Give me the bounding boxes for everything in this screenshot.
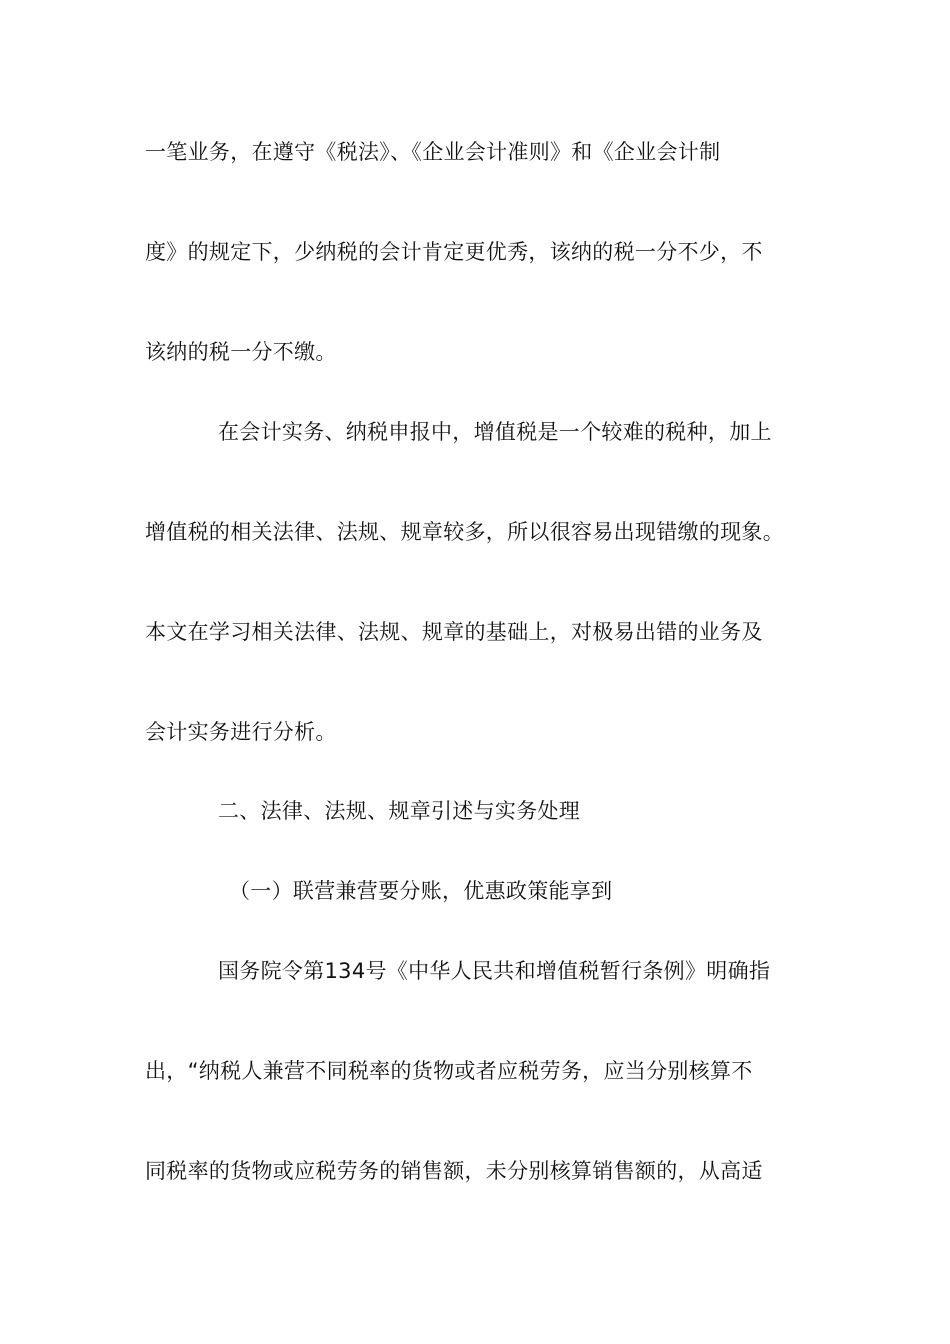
text-line-7: 会计实务进行分析。 [145,720,337,744]
subsection-heading: （一）联营兼营要分账，优惠政策能享到 [229,879,613,903]
paragraph-start-line-2: 国务院令第134号《中华人民共和增值税暂行条例》明确指 [218,959,771,983]
section-heading: 二、法律、法规、规章引述与实务处理 [218,799,581,823]
text-line-12: 同税率的货物或应税劳务的销售额，未分别核算销售额的，从高适 [145,1159,763,1183]
text-line-5: 增值税的相关法律、法规、规章较多，所以很容易出现错缴的现象。 [145,520,784,544]
text-line-3: 该纳的税一分不缴。 [145,340,337,364]
text-line-11: 出，“纳税人兼营不同税率的货物或者应税劳务，应当分别核算不 [145,1059,753,1083]
text-line-1: 一笔业务，在遵守《税法》、《企业会计准则》和《企业会计制 [145,140,721,164]
text-line-6: 本文在学习相关法律、法规、规章的基础上，对极易出错的业务及 [145,620,763,644]
paragraph-start-line: 在会计实务、纳税申报中，增值税是一个较难的税种，加上 [218,420,772,444]
text-line-2: 度》的规定下，少纳税的会计肯定更优秀，该纳的税一分不少，不 [145,240,763,264]
